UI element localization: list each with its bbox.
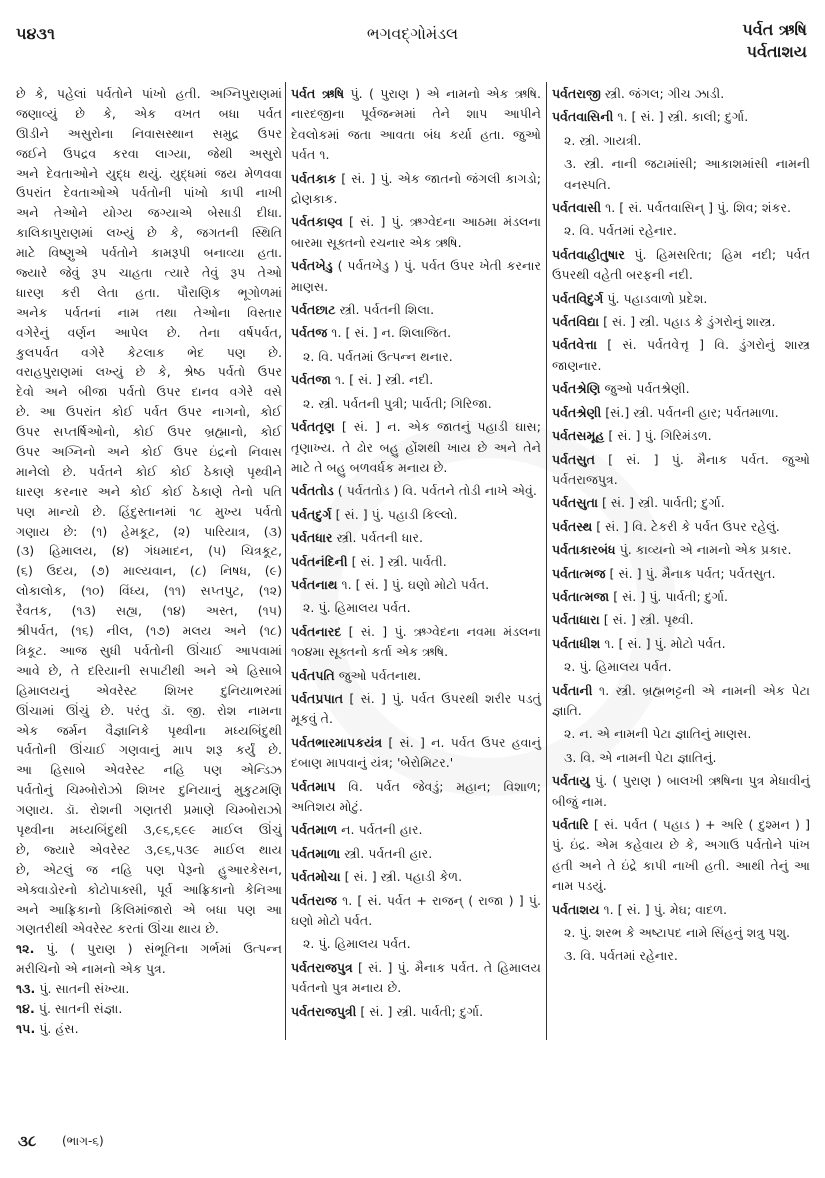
headword: પર્વતાની [552,682,593,698]
sub-sense: ૨. પું. હિમાલય પર્વત. [303,936,411,952]
headword: પર્વતાત્મજા [552,588,610,604]
line-text: પર્વતોની ઊંચાઈ ગણવાનું માપ શરૂ કર્યું છે. [16,742,282,758]
text-line [16,442,282,462]
text-line [16,999,282,1019]
text-line [16,263,282,283]
line-text: ધારણ કરનાર અને કોઈ કોઈ ઠેકાણે તેનો પતિ [16,483,282,499]
dictionary-entry [552,312,810,332]
line-text: દેવો અને બીજા પર્વતો ઉપર દાનવ વગેરે વસે [16,384,282,400]
headword: પર્વતમાળા [291,845,341,861]
line-text: (૩) હિમાલય, (૪) ગંધમાદન, (૫) ચિત્રકૂટ, [16,543,282,559]
text-line [16,939,282,959]
headword: પર્વતમોચા [291,869,341,885]
definition: [ સં. ] સ્ત્રી. પહાડ કે ડુંગરોનું શાસ્ત્ર. [599,314,776,330]
sub-sense: ૨. વિ. પર્વતમાં ઉત્પન્ન થનાર. [303,348,453,364]
dictionary-entry [552,289,810,309]
definition: પું. પહાડવાળો પ્રદેશ. [603,290,708,306]
definition: [ સં. ] પું. ઋગ્વેદના નવમા મંડલના ૧૦૪મા સૂક્તનો કર્તા એક ઋષિ. [291,623,541,660]
text-line [16,621,282,641]
headword: પર્વત ઋષિ [291,86,345,101]
definition: જુઓ પર્વતનાથ. [334,667,422,683]
line-text: આવે છે, તે દરિયાની સપાટીથી અને એ હિસાબે [16,662,282,678]
text-line [16,183,282,203]
book-title: ભગવદ્ગોમંડલ [366,24,459,43]
headword: પર્વતજા [291,372,331,388]
definition: [સં.] સ્ત્રી. પર્વતની હાર; પર્વતમાળા. [601,404,779,420]
headword: પર્વતકાક [291,170,337,186]
text-line [16,303,282,323]
dictionary-entry [552,587,810,607]
line-text: અનેક પર્વતનાં નામ તથા તેઓના વિસ્તાર [16,304,282,320]
definition: [ સં. ] સ્ત્રી. પાર્વતી; દુર્ગા. [356,1003,484,1019]
line-text: છે, જ્યારે એવરેસ્ટ ૩,૯૬,૫૩૯ માઈલ થાય [16,841,282,857]
sense-number: ૧૪. [16,1000,35,1016]
definition: [ સં. ] પું. ઋગ્વેદના આઠમા મંડલના બારમા સૂક્તનો રચનાર એક ઋષિ. [291,214,541,250]
definition: ૧. [ સં. ] પું. મેઘ; વાદળ. [599,901,728,917]
sub-sense: ૨. પું. શરભ કે અષ્ટાપદ નામે સિંહનું શત્રુ પશુ. [564,925,791,941]
dictionary-entry [291,84,541,166]
dictionary-entry [291,169,541,210]
definition: [ સં. ] પું. મૈનાક પર્વત. તે હિમાલય પર્વતનો પુત્ર મનાય છે. [291,959,541,996]
dictionary-entry [291,370,541,390]
definition: પું. ( પુરાણ ) બાલખી ઋષિના પુત્ર મેધાવીનું બીજું નામ. [552,773,810,809]
text-line [16,701,282,721]
definition: સ્ત્રી. પર્વતની હાર. [340,845,433,861]
headword: પર્વતવાહીતુષાર [552,246,625,262]
headword: પર્વતમાપ [291,778,336,794]
dictionary-entry [552,403,810,423]
dictionary-entry [291,575,541,595]
text-line [16,800,282,820]
column-divider [546,82,547,1040]
text-line [16,522,282,542]
text-line [16,482,282,502]
text-line [16,382,282,402]
definition: ૧. [ સં. પર્વત + રાજન્ ( રાજા ) ] પું. ઘણો મોટો પર્વત. [291,892,541,929]
dictionary-entry [552,634,810,654]
definition: સ્ત્રી. પર્વતની ધાર. [332,530,424,546]
text-line [16,959,282,979]
dictionary-entry [552,815,810,897]
guide-word-first: પર્વત ઋષિ [742,20,807,39]
dictionary-entry [291,867,541,887]
headword: પર્વતપતિ [291,667,335,683]
definition: [ સં. પર્વત ( પહાડ ) + અરિ ( દુશ્મન ) ] પું. ઇંદ્ર. એમ કહેવાય છે કે, અગાઉ પર્વતોને પાંખ હતી અને તે ઇંદ્રે કાપી નાખી હતી. આથી તેનું આ નામ પડયું. [552,817,810,894]
text-line [16,402,282,422]
headword: પર્વતશ્રેણી [552,404,602,420]
headword: પર્વતપ્રપાત [291,690,344,706]
definition: ૧. સ્ત્રી. બ્રહ્મભટ્ટની એ નામની એક પેટા જ્ઞાતિ. [552,682,810,718]
headword: પર્વતસુત [552,451,595,467]
dictionary-entry [552,245,810,286]
middle-column [291,84,541,1025]
text-line [16,223,282,243]
text-line [16,661,282,681]
definition: [ સં. ] પું. એક જાતનો જંગલી કાગડો; દ્રોણકાક. [291,170,541,207]
dictionary-entry [552,564,810,584]
headword: પર્વતરાજ [291,892,337,908]
guide-word-last: પર્વતાશય [746,42,807,61]
line-text: ગણતરીથી એવરેસ્ટ કરતાં ઊંચા થાય છે. [16,921,219,937]
dictionary-entry [552,517,810,537]
dictionary-entry [552,379,810,399]
dictionary-entry [291,256,541,297]
line-text: શ્રીપર્વત, (૧૬) નીલ, (૧૭) મલય અને (૧૮) [16,623,282,639]
headword: પર્વતસ્થ [552,518,593,534]
line-text: કાલિકાપુરાણમાં લખ્યું છે કે, જગતની સ્થિતિ [16,225,282,241]
definition: ૧. [ સં. ] ન. શિલાજિત. [327,325,452,341]
headword: પર્વતતોડ [291,483,334,499]
headword: પર્વતકાણ્વ [291,214,343,230]
text-line [16,581,282,601]
line-text: જ્યારે જેવું રૂપ ચાહતા ત્યારે તેવું રૂપ તેઓ [16,265,282,281]
headword: પર્વતાત્મજ [552,565,606,581]
definition: ( પર્વતખેડુ ) પું. પર્વત ઉપર ખેતી કરનાર માણસ. [291,258,541,294]
definition: ન. પર્વતની હાર. [337,822,423,838]
definition: [ સં. ] વિ. ટેકરી કે પર્વત ઉપર રહેલું. [592,518,780,534]
headword: પર્વતવાસિની [552,109,614,125]
line-text: ગણાય છે: (૧) હેમકૂટ, (૨) પારિયાત્ર, (૩) [16,523,282,539]
dictionary-entry [552,335,810,376]
line-text: છે. આ ઉપરાંત કોઈ પર્વત ઉપર નાગનો, કોઈ [16,404,282,420]
dictionary-entry [291,1002,541,1022]
headword: પર્વતરાજપુત્રી [291,1003,357,1019]
dictionary-entry [552,771,810,812]
dictionary-entry [552,540,810,560]
headword: પર્વતવેત્તા [552,337,597,353]
definition: સ્ત્રી. પર્વતની શિલા. [335,302,435,318]
dictionary-entry [291,777,541,818]
text-line [16,641,282,661]
headword: પર્વતનાથ [291,576,338,592]
dictionary-entry [552,493,810,513]
dictionary-entry [291,481,541,501]
text-line [16,860,282,880]
headword: પર્વતજ [291,325,328,341]
folio-number: ૩૮ [18,1132,37,1150]
dictionary-entry [291,733,541,774]
dictionary-entry [552,900,810,920]
definition: [ સં. ] ન. એક જાતનું પહાડી ઘાસ; તૃણાખ્ય. તે ઢોર બહુ હોંશથી ખાય છે અને તેને માટે તે બહુ બળવર્ધક મનાય છે. [291,419,541,475]
line-text: જણાવ્યું છે કે, એક વખત બધા પર્વત [16,105,282,121]
definition: [ સં. ] પું. ગિરિમંડળ. [604,428,712,444]
text-line [16,462,282,482]
line-text: ઊંચામાં ઊંચું છે. પરંતુ ડૉ. જી. રોશ નામના [16,702,282,718]
headword: પર્વતસમૂહ [552,428,605,444]
text-line [16,561,282,581]
definition: સ્ત્રી. જંગલ; ગીચ ઝાડી. [600,86,725,101]
text-line [16,362,282,382]
dictionary-entry [291,300,541,320]
definition: પું. હિમસરિતા; હિમ નદી; પર્વત ઉપરથી વહેતી બરફની નદી. [552,246,810,283]
definition: [ સં. ] પું. પાર્વતી; દુર્ગા. [609,588,729,604]
line-text: વરાહપુરાણમાં લખ્યું છે કે, શ્રેષ્ઠ પર્વતો ઉપર [16,364,282,380]
text-line [16,880,282,900]
dictionary-entry [291,528,541,548]
definition: [ સં. ] સ્ત્રી. પહાડી કેળ. [340,869,463,885]
dictionary-entry [291,505,541,525]
definition: પું. કાવ્યનો એ નામનો એક પ્રકાર. [615,542,792,558]
dictionary-entry [552,681,810,722]
definition: પું. ( પુરાણ ) એ નામનો એક ઋષિ. નારદજીના પૂર્વજન્મમાં તેને શાપ આપીને દેવલોકમાં જતા આવતા બંધ કર્યા હતા. જુઓ પર્વત ૧. [291,86,541,163]
text-line [16,502,282,522]
dictionary-entry [291,666,541,686]
line-text: લોકાલોક, (૧૦) વિંધ્ય, (૧૧) સપ્તપુટ, (૧૨) [16,583,282,599]
line-text: પર્વતોનું ચિમ્બોરોઝો શિખર દુનિયાનું મુકુટમણિ [16,782,282,798]
text-line [16,601,282,621]
definition: ૧. [ સં. ] પું. ઘણો મોટો પર્વત. [337,576,490,592]
headword: પર્વતારિ [552,817,589,832]
sense-number: ૧૨. [16,941,35,957]
headword: પર્વતખેડુ [291,258,333,274]
definition: વિ. પર્વત જેવડું; મહાન; વિશાળ; અતિશય મોટું. [291,778,541,814]
sub-sense: ૨. સ્ત્રી. પર્વતની પુત્રી; પાર્વતી; ગિરિજા. [303,395,492,411]
volume-label: (ભાગ-૬) [62,1134,104,1148]
headword: પર્વતશ્રેણિ [552,381,601,397]
headword: પર્વતવાસી [552,200,602,216]
line-text: ગણાય. ડૉ. રોશની ગણતરી પ્રમાણે ચિમ્બોરાઝો [16,802,282,818]
line-text: જઈને ઉપદ્રવ કરવા લાગ્યા, જેથી અસુરો [16,145,282,161]
column-divider [285,82,286,1040]
text-line [16,900,282,920]
sense-number: ૧૫. [16,1020,36,1036]
headword: પર્વતરાજપુત્ર [291,959,353,975]
text-line [16,422,282,442]
line-text: પૃથ્વીના મધ્યબિંદુથી ૩,૯૬,૬૯૯ માઈલ ઊંચું [16,821,282,837]
dictionary-entry [291,323,541,343]
line-text: માનેલો છે. પર્વતને કોઈ કોઈ ઠેકાણે પૃથ્વીને [16,463,282,479]
definition: [ સં. ] સ્ત્રી. પાર્વતી; દુર્ગા. [598,495,725,511]
definition: ૧. [ સં. ] સ્ત્રી. નદી. [330,372,434,388]
line-text: અને આફ્રિકાનો કિલિમાંજારો એ બધા પણ આ [16,901,282,917]
sense-number: ૧૩. [16,981,36,997]
sub-sense: ૨. પું. હિમાલય પર્વત. [564,659,672,675]
text-line [16,979,282,999]
headword: પર્વતાકારબંધ [552,542,616,558]
definition: [ સં. ] પું. મૈનાક પર્વત. જુઓ પર્વતરાજપુત્ર. [552,451,810,487]
line-text: પું. સાતની સંખ્યા. [35,981,130,997]
text-line [16,343,282,363]
text-line [16,104,282,124]
line-text: કુલપર્વત વગેરે કેટલાક ભેદ પણ છે. [16,344,282,360]
text-line [16,840,282,860]
headword: પર્વતમાળ [291,822,338,838]
dictionary-entry [552,426,810,446]
line-text: પું. હંસ. [35,1020,79,1036]
text-line [16,283,282,303]
definition: [ સં. ] પું. મૈનાક પર્વત; પર્વતસુત. [605,565,776,581]
dictionary-entry [552,107,810,127]
definition: [ સં. ] સ્ત્રી. પૃથ્વી. [599,612,694,628]
text-line [16,541,282,561]
headword: પર્વતાધીશ [552,635,601,651]
headword: પર્વતધાર [291,530,333,546]
sub-sense: ૨. પું. હિમાલય પર્વત. [303,600,411,616]
text-line [16,203,282,223]
headword: પર્વતવિદ્યા [552,314,600,330]
line-text: એક્વાડોરનો કોટોપાક્સી, પૂર્વ આફ્રિકાનો કેનિઆ [16,881,282,897]
line-text: એક જર્મન વૈજ્ઞાનિકે પૃથ્વીના મધ્યબિંદુથી [16,722,282,738]
definition: [ સં. પર્વતવેત્તૃ ] વિ. ડુંગરોનું શાસ્ત્ર જાણનાર. [552,337,810,373]
dictionary-entry [291,212,541,253]
headword: પર્વતસુતા [552,495,599,511]
text-line [16,919,282,939]
dictionary-entry [291,820,541,840]
text-line [16,780,282,800]
sub-sense: ૨. ન. એ નામની પેટા જ્ઞાતિનું માણસ. [564,726,752,742]
line-text: છે, એટલું જ નહિ પણ પેરૂનો હુઆરકેસન, [16,861,282,877]
headword: પર્વતાધારા [552,612,600,628]
dictionary-entry [552,450,810,491]
line-text: હિમાલયનું એવરેસ્ટ શિખર દુનિયાભરમાં [16,682,282,698]
headword: પર્વતતૃણ [291,419,335,435]
line-text: ઉપર સપ્તર્ષિઓનો, કોઈ ઉપર બ્રહ્માનો, કોઈ [16,424,282,440]
text-line [16,323,282,343]
line-text: પણ માન્યો છે. હિંદુસ્તાનમાં ૧૮ મુખ્ય પર્વતો [16,503,282,519]
sub-sense: ૨. વિ. પર્વતમાં રહેનાર. [564,223,677,239]
dictionary-entry [291,958,541,999]
line-text: વગેરેનું વર્ણન આપેલ છે. તેના વર્ષપર્વત, [16,324,282,340]
line-text: માટે વિષ્ણુએ પર્વતોને કામરૂપી બનાવ્યા હતા. [16,245,282,261]
definition: ( પર્વતતોડ ) વિ. પર્વતને તોડી નાખે એવું. [333,483,537,499]
page-number: ૫૪૩૧ [16,24,55,43]
text-line [16,1019,282,1039]
definition: ૧. [ સં. ] પું. મોટો પર્વત. [600,635,726,651]
text-line [16,243,282,263]
headword: પર્વતવિદુર્ગ [552,290,604,306]
definition: [ સં. ] પું. પહાડી કિલ્લો. [331,506,458,522]
definition: [ સં. ] પું. પર્વત ઉપરથી શરીર પડતું મૂકવું તે. [291,690,541,727]
dictionary-entry [291,552,541,572]
headword: પર્વતદુર્ગ [291,506,332,522]
text-line [16,144,282,164]
line-text: ધારણ કરી લેતા હતા. પૌરાણિક ભૂગોળમાં [16,284,282,300]
line-text: મરીચિનો એ નામનો એક પુત્ર. [16,961,166,977]
headword: પર્વતાયુ [552,773,590,789]
headword: પર્વતાશય [552,901,600,917]
line-text: આ હિસાબે એવરેસ્ટ નહિ પણ એન્ડિઝ [16,762,282,778]
dictionary-entry [552,610,810,630]
dictionary-entry [291,417,541,478]
text-line [16,721,282,741]
line-text: અને તેઓને યોગ્ય જગ્યાએ બેસાડી દીધા. [16,205,282,221]
definition: ૧. [ સં. ] સ્ત્રી. કાલી; દુર્ગા. [613,109,749,125]
dictionary-entry [291,844,541,864]
line-text: છે કે, પહેલાં પર્વતોને પાંખો હતી. અગ્નિપુરાણમાં [16,86,282,101]
definition: ૧. [ સં. પર્વતવાસિન્ ] પું. શિવ; શંકર. [601,200,792,216]
headword: પર્વતનારદ [291,623,342,639]
left-column [16,84,282,1039]
definition: [ સં. ] સ્ત્રી. પાર્વતી. [347,553,447,569]
headword: પર્વતરાજી [552,86,601,101]
definition: [ સં. ] ન. પર્વત ઉપર હવાનું દબાણ માપવાનું યંત્ર; 'બેરોમિટર.' [291,734,541,771]
dictionary-entry [552,84,810,104]
line-text: રૈવતક, (૧૩) સહ્ય, (૧૪) અસ્ત, (૧૫) [16,603,282,619]
sub-sense: ૩. વિ. પર્વતમાં રહેનાર. [564,948,678,964]
text-line [16,124,282,144]
text-line [16,820,282,840]
headword: પર્વતભારમાપકયંત્ર [291,734,383,750]
sub-sense: ૩. સ્ત્રી. નાની જટામાંસી; આકાશમાંસી નામની વનસ્પતિ. [564,156,810,192]
line-text: (૬) ઉદય, (૭) માલ્યવાન, (૮) નિષધ, (૯) [16,563,282,579]
line-text: ત્રિકૂટ. આજ સુધી પર્વતોની ઊંચાઈ આપવામાં [16,642,282,658]
line-text: ઉપર અગ્નિનો અને કોઈ ઉપર ઇંદ્રનો નિવાસ [16,444,282,460]
text-line [16,740,282,760]
headword: પર્વતછાટ [291,302,336,318]
text-line [16,681,282,701]
sub-sense: ૨. સ્ત્રી. ગાયત્રી. [564,132,642,148]
dictionary-entry [552,198,810,218]
definition: જુઓ પર્વતશ્રેણી. [600,381,690,397]
dictionary-entry [291,891,541,932]
right-column [552,84,810,970]
text-line [16,760,282,780]
line-text: પું. ( પુરાણ ) સંભૂતિના ગર્ભમાં ઉત્પન્ન [34,941,282,957]
text-line [16,164,282,184]
dictionary-entry [291,689,541,730]
dictionary-entry [291,622,541,663]
sub-sense: ૩. વિ. એ નામની પેટા જ્ઞાતિનું. [564,749,717,765]
headword: પર્વતનંદિની [291,553,348,569]
line-text: ઊડીને અસુરોના નિવાસસ્થાન સમુદ્ર ઉપર [16,125,282,141]
line-text: ઉપરાંત દેવતાઓએ પર્વતોની પાંખો કાપી નાખી [16,185,282,201]
line-text: પું. સાતની સંજ્ઞા. [34,1000,123,1016]
line-text: અને દેવતાઓને યુદ્ધ થયું. યુદ્ધમાં જય મેળવવા [16,165,282,181]
text-line [16,84,282,104]
